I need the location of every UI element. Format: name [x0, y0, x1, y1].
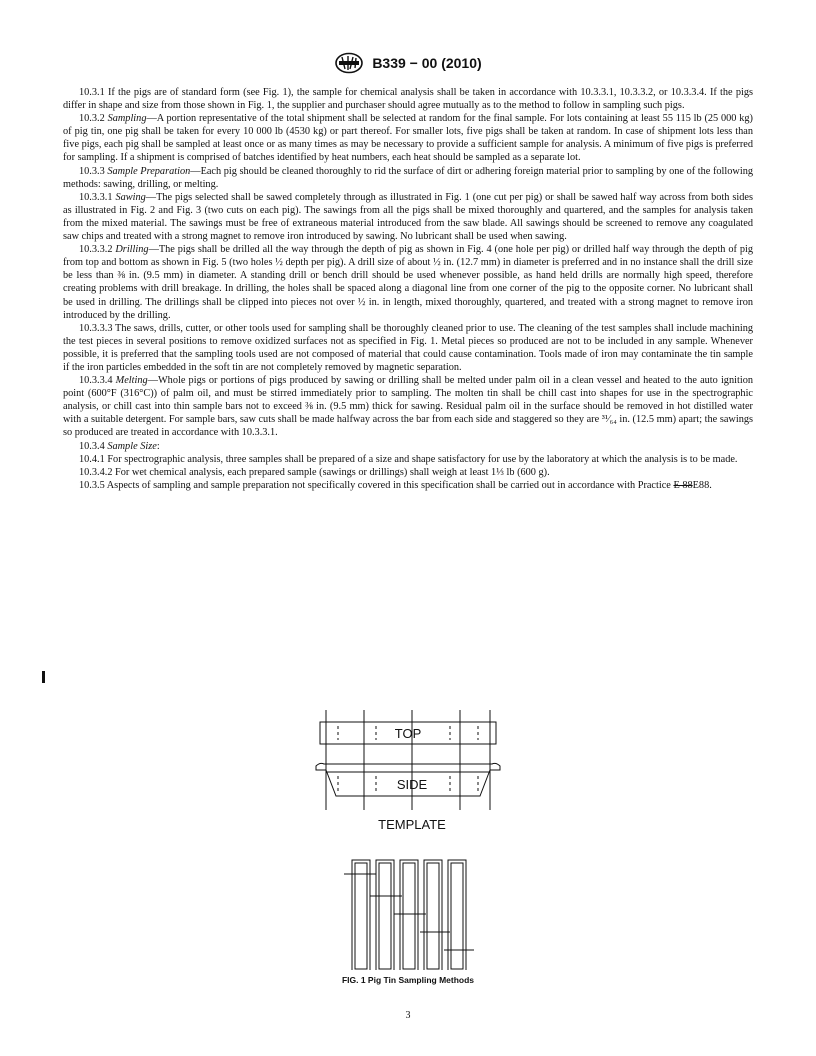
standard-designation: B339 − 00 (2010)	[372, 55, 482, 71]
paragraph-10-3-3-3: 10.3.3.3 The saws, drills, cutter, or other tools used for sampling shall be thoroughly cleaned prior to use. The cleaning of the test samples shall include machining the test pieces in several positions to remove oxidized surfaces not as specified in Fig. 1. Metal pieces so produced are not to be included in any sample. Whenever possible, it is preferred that the sampling tools used are not composed of material that could cause contamination. Tools made of iron may contaminate the tin sample if the iron particles embedded in the soft tin are not completely removed by magnetic separation.	[63, 322, 753, 373]
paragraph-10-3-1: 10.3.1 If the pigs are of standard form (see Fig. 1), the sample for chemical analysis shall be taken in accordance with 10.3.3.1, 10.3.3.2, or 10.3.3.4. If the pigs differ in shape and size from those shown in Fig. 1, the supplier and purchaser should agree mutually as to the method to follow in sampling such pigs.	[63, 87, 753, 112]
deleted-text: E 88	[673, 479, 693, 491]
paragraph-10-3-3-4: 10.3.3.4 Melting—Whole pigs or portions of pigs produced by sawing or drilling shall be melted under palm oil in a clean vessel and heated to the auto ignition point (600°F (316°C)) of palm oil, and must be stirred immediately prior to sampling. The molten tin shall be chill cast into shapes for use in the spectrographic analysis, or chill cast into thin sample bars not to exceed ⅜ in. (9.5 mm) thick for sawing. Residual palm oil in the surface should be removed in hot distilled water with a suitable detergent. For sample bars, saw cuts shall be made halfway across the bar from each side and staggered so they are ³¹⁄₆₄ in. (12.5 mm) apart; the sawings so produced are treated in accordance with 10.3.3.1.	[63, 375, 753, 439]
revision-bar	[42, 671, 45, 683]
sample-pigs-drawing	[344, 860, 474, 970]
page-header	[0, 52, 816, 74]
paragraph-10-3-3: 10.3.3 Sample Preparation—Each pig should be cleaned thoroughly to rid the surface of dirt or adhering foreign material prior to sampling by one of the following methods: sawing, drilling, or melting.	[63, 165, 754, 190]
document-body	[63, 86, 753, 492]
side-label: SIDE	[396, 777, 428, 792]
inserted-text: E88	[692, 479, 710, 491]
paragraph-10-3-4: 10.3.4 Sample Size:	[79, 440, 160, 452]
paragraph-10-4-1: 10.4.1 For spectrographic analysis, three samples shall be prepared of a size and shape satisfactory for use by the laboratory at which the analysis is to be made.	[79, 453, 738, 465]
figure-1-drawing	[308, 710, 508, 970]
paragraph-10-3-3-1: 10.3.3.1 Sawing—The pigs selected shall be sawed completely through as illustrated in Fig. 1 (one cut per pig) or shall be sawed half way across from both sides as illustrated in Fig. 2 and Fig. 3 (two cuts on each pig). The sawings from all the pigs shall be mixed thoroughly and quartered, and the samples for analysis taken from the mixed material. The sawings must be free of extraneous material introduced from the saw blade. All sawings should be screened to remove any coagulated saw chips and treated with a strong magnet to remove iron introduced by sawing. No lubricant shall be used when sawing.	[63, 191, 754, 243]
paragraph-10-3-3-2: 10.3.3.2 Drilling—The pigs shall be drilled all the way through the depth of pig as shown in Fig. 4 (one hole per pig) or drilled half way through the depth of pig from top and bottom as shown in Fig. 5 (two holes ½ depth per pig). A drill size of about ½ in. (12.7 mm) in diameter is preferred and in no instance shall the drill size be less than ⅜ in. (9.5 mm) in diameter. A standing drill or bench drill should be used whenever possible, as hand held drills are normally high speed, therefore creating problems with drill breakage. In drilling, the holes shall be spaced along a diagonal line from one corner of the pig to the opposite corner. No lubricant shall be used in drilling. The drillings shall be clipped into pieces not over ½ in. in length, mixed thoroughly, quartered, and treated with a strong magnet to remove iron introduced by the drilling.	[63, 244, 753, 321]
template-label: TEMPLATE	[378, 817, 446, 832]
paragraph-10-3-4-2: 10.3.4.2 For wet chemical analysis, each prepared sample (sawings or drillings) shall weigh at least 1⅓ lb (600 g).	[79, 466, 550, 478]
page-number: 3	[405, 1010, 411, 1021]
paragraph-10-3-2: 10.3.2 Sampling—A portion representative of the total shipment shall be selected at random for the final sample. For lots containing at least 55 115 lb (25 000 kg) of pig tin, one pig shall be taken for every 10 000 lb (4530 kg) or part thereof. For smaller lots, five pigs shall be taken at random. In case of shipment lots less than five pigs, each pig shall be sampled at least once or as many times as may be necessary to provide a sufficient sample for analysis. A minimum of five pigs is preferred for sampling. If a shipment is comprised of batches identified by heat numbers, each heat should be sampled as a separate lot.	[63, 113, 753, 164]
top-label: TOP	[394, 726, 422, 741]
figure-caption: FIG. 1 Pig Tin Sampling Methods	[341, 975, 475, 985]
astm-logo-icon	[334, 52, 364, 74]
paragraph-10-3-5: 10.3.5 Aspects of sampling and sample preparation not specifically covered in this specification shall be carried out in accordance with Practice E 88E88.	[79, 479, 712, 491]
